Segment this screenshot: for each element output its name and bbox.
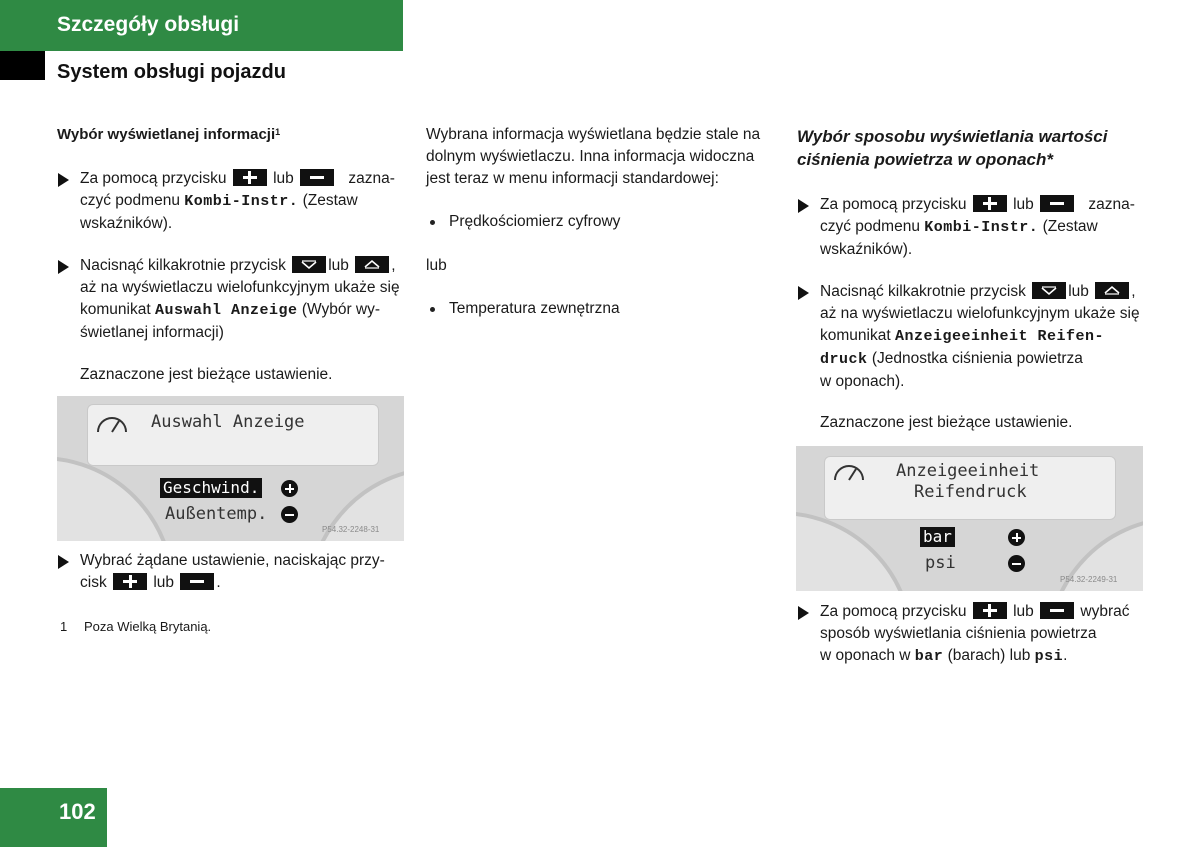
- minus-round-icon: [281, 506, 298, 523]
- step-text: Nacisnąć kilkakrotnie przycisk: [820, 283, 1026, 300]
- col1-heading: [57, 124, 280, 146]
- image-code: P54.32-2248-31: [322, 525, 380, 534]
- gauge-icon: [832, 460, 868, 482]
- step-text: wskaźników).: [820, 241, 913, 258]
- display-message: Auswahl Anzeige: [154, 302, 298, 319]
- arrow-down-key-icon: [1032, 282, 1066, 299]
- step-text: lub: [1013, 196, 1034, 213]
- step-arrow-icon: [58, 260, 69, 274]
- col3-heading: [797, 125, 1107, 171]
- step-text: czyć podmenu: [80, 192, 180, 209]
- step-text: (barach) lub: [947, 647, 1031, 664]
- display-option-selected: Geschwind.: [160, 478, 262, 498]
- multifunction-display-image: [796, 446, 1143, 591]
- col1-step-press-button: [58, 255, 425, 344]
- step-text: (Wybór wy-: [301, 301, 381, 318]
- step-text: w oponach w: [820, 647, 911, 664]
- arrow-up-key-icon: [1095, 282, 1129, 299]
- step-text: Nacisnąć kilkakrotnie przycisk: [80, 257, 286, 274]
- section-title: System obsługi pojazdu: [57, 61, 286, 83]
- col1-step-choose-setting: [58, 550, 425, 594]
- display-title: Anzeigeeinheit: [896, 461, 1040, 481]
- step-arrow-icon: [798, 286, 809, 300]
- display-option: psi: [925, 553, 956, 573]
- or-text: lub: [426, 257, 447, 274]
- step-text: (Zestaw: [1042, 218, 1098, 235]
- paragraph-line: Wybrana informacja wyświetlana będzie stale na: [426, 126, 761, 143]
- unit-psi: psi: [1034, 648, 1064, 665]
- step-text: ,: [1131, 283, 1136, 300]
- footnote-number: 1: [60, 619, 68, 634]
- step-text: aż na wyświetlaczu wielofunkcyjnym ukaże się: [820, 305, 1140, 322]
- col2-paragraph: [426, 124, 786, 190]
- step-text: (Jednostka ciśnienia powietrza: [871, 350, 1083, 367]
- arrow-up-key-icon: [355, 256, 389, 273]
- heading-line: ciśnienia powietrza w oponach*: [797, 150, 1053, 169]
- step-text: (Zestaw: [302, 192, 358, 209]
- step-arrow-icon: [798, 199, 809, 213]
- gauge-icon: [95, 412, 131, 434]
- speedometer-dial: [57, 456, 175, 541]
- step-arrow-icon: [58, 173, 69, 187]
- footnote: [60, 617, 211, 637]
- col1-heading-text: Wybór wyświetlanej informacji: [57, 126, 276, 143]
- minus-key-icon: [1040, 195, 1074, 212]
- step-text: ,: [391, 257, 396, 274]
- step-text: wskaźników).: [80, 215, 173, 232]
- paragraph-line: dolnym wyświetlaczu. Inna informacja widoczna: [426, 148, 755, 165]
- step-text: Za pomocą przycisku: [820, 603, 967, 620]
- step-text: cisk: [80, 574, 107, 591]
- step-text: aż na wyświetlaczu wielofunkcyjnym ukaże się: [80, 279, 400, 296]
- current-setting-note: Zaznaczone jest bieżące ustawienie.: [820, 414, 1073, 431]
- col3-step-select-submenu: [798, 194, 1165, 261]
- section-marker: [0, 51, 45, 80]
- list-item: [427, 298, 620, 320]
- step-text: zazna-: [348, 170, 395, 187]
- plus-round-icon: [281, 480, 298, 497]
- step-text: wybrać: [1080, 603, 1130, 620]
- display-title: Reifendruck: [914, 482, 1027, 502]
- bullet-icon: [430, 220, 435, 225]
- step-arrow-icon: [58, 555, 69, 569]
- display-message: druck: [820, 351, 868, 368]
- plus-round-icon: [1008, 529, 1025, 546]
- step-text: czyć podmenu: [820, 218, 920, 235]
- heading-line: Wybór sposobu wyświetlania wartości: [797, 127, 1108, 146]
- step-text: lub: [153, 574, 175, 591]
- plus-key-icon: [973, 602, 1007, 619]
- step-text: komunikat: [80, 301, 151, 318]
- plus-key-icon: [233, 169, 267, 186]
- step-text: Wybrać żądane ustawienie, naciskając przy-: [80, 552, 385, 569]
- col1-step-select-submenu: [58, 168, 425, 235]
- list-item-text: Temperatura zewnętrzna: [449, 300, 620, 317]
- page-number: 102: [59, 799, 96, 824]
- bullet-icon: [430, 307, 435, 312]
- list-item-text: Prędkościomierz cyfrowy: [449, 213, 621, 230]
- step-text: .: [216, 574, 221, 591]
- step-text: świetlanej informacji): [80, 324, 224, 341]
- step-arrow-icon: [798, 606, 809, 620]
- step-text: Za pomocą przycisku: [80, 170, 227, 187]
- submenu-name: Kombi-Instr.: [184, 193, 299, 210]
- plus-key-icon: [973, 195, 1007, 212]
- minus-key-icon: [300, 169, 334, 186]
- step-text: lub: [1068, 283, 1089, 300]
- arrow-down-key-icon: [292, 256, 326, 273]
- col3-step-press-button: [798, 281, 1165, 393]
- paragraph-line: jest teraz w menu informacji standardowej:: [426, 170, 719, 187]
- step-text: lub: [1013, 603, 1034, 620]
- submenu-name: Kombi-Instr.: [924, 219, 1039, 236]
- unit-bar: bar: [914, 648, 944, 665]
- footnote-ref: 1: [275, 127, 281, 137]
- minus-key-icon: [1040, 602, 1074, 619]
- step-text: lub: [328, 257, 349, 274]
- plus-key-icon: [113, 573, 147, 590]
- list-item: [427, 211, 620, 233]
- step-text: .: [1063, 647, 1068, 664]
- image-code: P54.32-2249-31: [1060, 575, 1118, 584]
- col3-step-choose-unit: [798, 601, 1165, 668]
- display-option-selected: bar: [920, 527, 955, 547]
- display-title: Auswahl Anzeige: [151, 412, 305, 432]
- chapter-title: Szczegóły obsługi: [57, 13, 240, 36]
- step-text: lub: [273, 170, 294, 187]
- footnote-text: Poza Wielką Brytanią.: [84, 619, 212, 634]
- multifunction-display-image: [57, 396, 404, 541]
- current-setting-note: Zaznaczone jest bieżące ustawienie.: [80, 366, 333, 383]
- minus-key-icon: [180, 573, 214, 590]
- step-text: sposób wyświetlania ciśnienia powietrza: [820, 625, 1097, 642]
- step-text: w oponach).: [820, 373, 905, 390]
- minus-round-icon: [1008, 555, 1025, 572]
- step-text: Za pomocą przycisku: [820, 196, 967, 213]
- step-text: komunikat: [820, 327, 891, 344]
- speedometer-dial: [796, 511, 914, 591]
- display-option: Außentemp.: [165, 504, 268, 524]
- display-message: Anzeigeeinheit Reifen-: [894, 328, 1105, 345]
- step-text: zazna-: [1088, 196, 1135, 213]
